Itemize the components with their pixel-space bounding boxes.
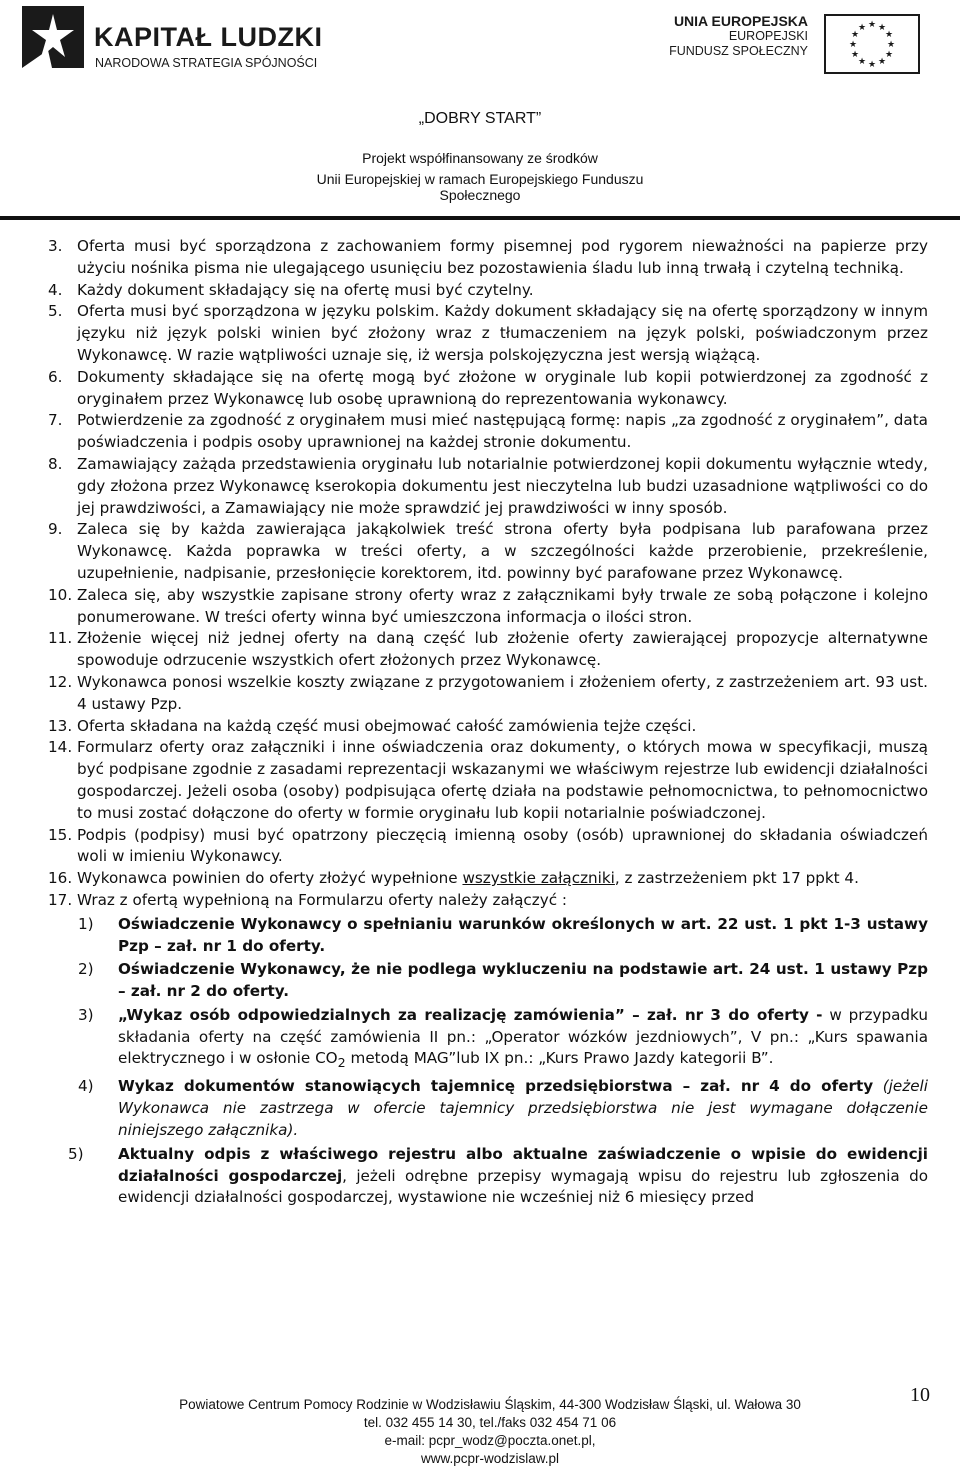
- list-item: [48, 716, 928, 738]
- sub-item-text-post: metodą MAG”lub IX pn.: „Kurs Prawo Jazdy kategorii B”.: [345, 1049, 774, 1068]
- list-item: [48, 825, 928, 869]
- item-text: Złożenie więcej niż jednej oferty na daną część lub złożenie oferty zawierającej propozycje alternatywne spowoduje odrzucenie wszystkich ofert złożonych przez Wykonawcę.: [77, 629, 928, 670]
- kapital-ludzki-logo: [22, 6, 322, 76]
- project-line-1: Projekt współfinansowany ze środków: [362, 150, 598, 166]
- page-number: 10: [910, 1384, 930, 1406]
- item-number: 12.: [48, 672, 73, 691]
- item-text-post: , z zastrzeżeniem pkt 17 ppkt 4.: [614, 869, 859, 888]
- svg-text:★: ★: [850, 30, 860, 40]
- item-text: Oferta składana na każdą część musi obejmować całość zamówienia tejże części.: [77, 716, 697, 735]
- sub-list-item: [78, 914, 928, 958]
- item-text: Wykonawca ponosi wszelkie koszty związane z przygotowaniem i złożeniem oferty, z zastrzeżeniem art. 93 ust. 4 ustawy Pzp.: [77, 672, 928, 713]
- item-text: Wraz z ofertą wypełnioną na Formularzu oferty należy załączyć :: [77, 890, 568, 909]
- list-item: [48, 301, 928, 366]
- sub-item-bold: Aktualny odpis z właściwego rejestru albo aktualne zaświadczenie o wpisie do ewidencji działalności gospodarczej: [118, 1144, 928, 1185]
- logo-subtitle: NARODOWA STRATEGIA SPÓJNOŚCI: [95, 56, 318, 70]
- sub-item-bold: Oświadczenie Wykonawcy, że nie podlega wykluczeniu na podstawie art. 24 ust. 1 ustawy Pzp – zał. nr 2 do oferty.: [118, 960, 928, 1001]
- eu-flag-icon: [824, 14, 920, 74]
- logo-title: KAPITAŁ LUDZKI: [94, 22, 323, 52]
- item-number: 3.: [48, 237, 63, 255]
- svg-text:★: ★: [884, 50, 894, 60]
- footer-address: Powiatowe Centrum Pomocy Rodzinie w Wodzisławiu Śląskim, 44-300 Wodzisław Śląski, ul. Wałowa 30: [179, 1397, 801, 1412]
- sub-item-bold: „Wykaz osób odpowiedzialnych za realizację zamówienia” – zał. nr 3 do oferty -: [118, 1005, 823, 1024]
- item-number: 10.: [48, 585, 73, 604]
- subscript-two: 2: [337, 1055, 346, 1071]
- svg-text:★: ★: [886, 40, 896, 50]
- svg-text:★: ★: [867, 20, 877, 30]
- list-item: [48, 454, 928, 519]
- project-line-2: Unii Europejskiej w ramach Europejskiego Funduszu Społecznego: [316, 171, 644, 203]
- list-item: [48, 236, 928, 280]
- item-number: 4.: [48, 280, 63, 299]
- list-item: [48, 737, 928, 824]
- item-text: Oferta musi być sporządzona z zachowaniem formy pisemnej pod rygorem nieważności na papierze przy użyciu nośnika pisma nie ulegającego usunięciu bez pozostawienia śladu lub inną trwałą i czytelną techniką.: [77, 237, 928, 277]
- list-item: [48, 585, 928, 629]
- svg-text:★: ★: [850, 50, 860, 60]
- sub-item-bold: Wykaz dokumentów stanowiących tajemnicę przedsiębiorstwa – zał. nr 4 do oferty: [118, 1077, 874, 1096]
- svg-text:★: ★: [857, 23, 867, 33]
- document-body: [48, 236, 928, 1209]
- item-number: 16.: [48, 869, 73, 888]
- list-item: [48, 519, 928, 584]
- item-text: Formularz oferty oraz załączniki i inne oświadczenia oraz dokumenty, o których mowa w specyfikacji, muszą być podpisane zgodnie z zasadami reprezentacji wskazanymi we właściwym rejestrze lub ewidencji działalności gospodarczej. Jeżeli osoba (osoby) podpisująca ofertę działa na podstawie pełnomocnictwa, to pełnomocnictwo to musi zostać dołączone do oferty w formie oryginału lub kopii notarialnie poświadczonej.: [77, 738, 928, 822]
- item-number: 14.: [48, 738, 73, 757]
- sub-list-item: [78, 1005, 928, 1074]
- svg-text:★: ★: [877, 57, 887, 67]
- sub-item-text: w przypadku składania oferty na część zamówienia II pn.: „Operator wózków jezdniowych”, V pn.: „Kurs spawania elektrycznego i w osłonie CO: [118, 1005, 928, 1068]
- svg-text:★: ★: [867, 60, 877, 70]
- sub-item-number: 1): [78, 914, 94, 933]
- svg-text:★: ★: [877, 23, 887, 33]
- eu-logo-line1: UNIA EUROPEJSKA: [673, 13, 808, 29]
- sub-list-item: [78, 1076, 928, 1141]
- item-number: 13.: [48, 716, 73, 735]
- svg-text:★: ★: [857, 57, 867, 67]
- item-text: [77, 868, 928, 890]
- attachments-list: [68, 914, 928, 1209]
- svg-text:★: ★: [848, 40, 858, 50]
- header-divider: [0, 216, 960, 220]
- footer-website: www.pcpr-wodzislaw.pl: [420, 1451, 560, 1466]
- sub-item-number: 5): [68, 1144, 84, 1163]
- eu-logo-text: [669, 14, 808, 59]
- item-text: Dokumenty składające się na ofertę mogą być złożone w oryginale lub kopii potwierdzonej za zgodność z oryginałem przez Wykonawcę lub osobę uprawnioną do reprezentowania wykonawcy.: [77, 367, 928, 408]
- list-item: [48, 280, 928, 302]
- list-item: [48, 868, 928, 890]
- item-text: Zaleca się by każda zawierająca jakąkolwiek treść strona oferty była podpisana lub parafowana przez Wykonawcę. Każda poprawka w treści oferty, a w szczególności każde przerobienie, przekreślenie, uzupełnienie, nadpisanie, przesłonięcie korektorem, itd. powinny być parafowane przez Wykonawcę.: [77, 520, 928, 582]
- sub-item-number: 4): [78, 1077, 94, 1096]
- item-text: Podpis (podpisy) musi być opatrzony pieczęcią imienną osoby (osób) uprawnionej do składania oświadczeń woli w imieniu Wykonawcy.: [77, 825, 928, 866]
- footer-email: e-mail: pcpr_wodz@poczta.onet.pl,: [384, 1433, 596, 1448]
- footer-phone: tel. 032 455 14 30, tel./faks 032 454 71 06: [363, 1415, 617, 1430]
- item-number: 9.: [48, 520, 63, 539]
- item-number: 6.: [48, 367, 63, 386]
- item-number: 5.: [48, 302, 63, 321]
- item-number: 11.: [48, 629, 73, 648]
- item-text: Zaleca się, aby wszystkie zapisane strony oferty wraz z załącznikami były trwale ze sobą połączone i kolejno ponumerowane. W treści oferty winna być umieszczona informacja o ilości stron.: [77, 585, 928, 626]
- list-item: [48, 628, 928, 672]
- item-number: 15.: [48, 825, 73, 844]
- item-number: 7.: [48, 411, 63, 430]
- sub-item-italic: (jeżeli Wykonawca nie zastrzega w ofercie tajemnicy przedsiębiorstwa nie jest wymagane dołączenie niniejszego załącznika).: [118, 1077, 928, 1139]
- item-text: Zamawiający zażąda przedstawienia oryginału lub notarialnie potwierdzonej kopii dokumentu wyłącznie wtedy, gdy złożona przez Wykonawcę kserokopia dokumentu jest nieczytelna lub budzi uzasadnione wątpliwości co do jej prawdziwości, a Zamawiający nie może sprawdzić jej prawdziwości w inny sposób.: [77, 454, 928, 517]
- sub-item-number: 3): [78, 1005, 94, 1024]
- item-text: Każdy dokument składający się na ofertę musi być czytelny.: [77, 280, 534, 299]
- list-item: [48, 890, 928, 912]
- item-text: Potwierdzenie za zgodność z oryginałem musi mieć następującą formę: napis „za zgodność z oryginałem”, data poświadczenia i podpis osoby uprawnionej na każdej stronie dokumentu.: [77, 411, 928, 452]
- item-number: 17.: [48, 890, 73, 909]
- attachments-underlined: wszystkie załączniki: [462, 869, 615, 888]
- sub-item-text: , jeżeli odrębne przepisy wymagają wpisu do rejestru lub zgłoszenia do ewidencji działalności gospodarczej, wystawione nie wcześniej niż 6 miesięcy przed: [118, 1166, 928, 1207]
- sub-list-item: [78, 959, 928, 1003]
- item-number: 8.: [48, 454, 63, 473]
- sub-list-item: [68, 1144, 928, 1209]
- svg-text:★: ★: [884, 30, 894, 40]
- list-item: [48, 410, 928, 454]
- sub-item-bold: Oświadczenie Wykonawcy o spełnianiu warunków określonych w art. 22 ust. 1 pkt 1-3 ustawy Pzp – zał. nr 1 do oferty.: [118, 914, 928, 955]
- kapital-ludzki-mark-icon: [22, 6, 84, 68]
- item-text: Oferta musi być sporządzona w języku polskim. Każdy dokument składający się na ofertę sporządzony w innym języku niż język polski winien być złożony wraz z tłumaczeniem na język polski, poświadczonym przez Wykonawcę. W razie wątpliwości uznaje się, iż wersja polskojęzyczna jest wersją wiążącą.: [77, 302, 928, 364]
- eu-logo: [669, 13, 930, 74]
- list-item: [48, 672, 928, 716]
- sub-item-number: 2): [78, 960, 94, 979]
- item-text-pre: Wykonawca powinien do oferty złożyć wypełnione: [77, 869, 463, 888]
- eu-logo-line3: FUNDUSZ SPOŁECZNY: [669, 44, 808, 58]
- eu-logo-line2: EUROPEJSKI: [728, 29, 808, 43]
- list-item: [48, 367, 928, 411]
- project-name: „DOBRY START”: [418, 110, 542, 127]
